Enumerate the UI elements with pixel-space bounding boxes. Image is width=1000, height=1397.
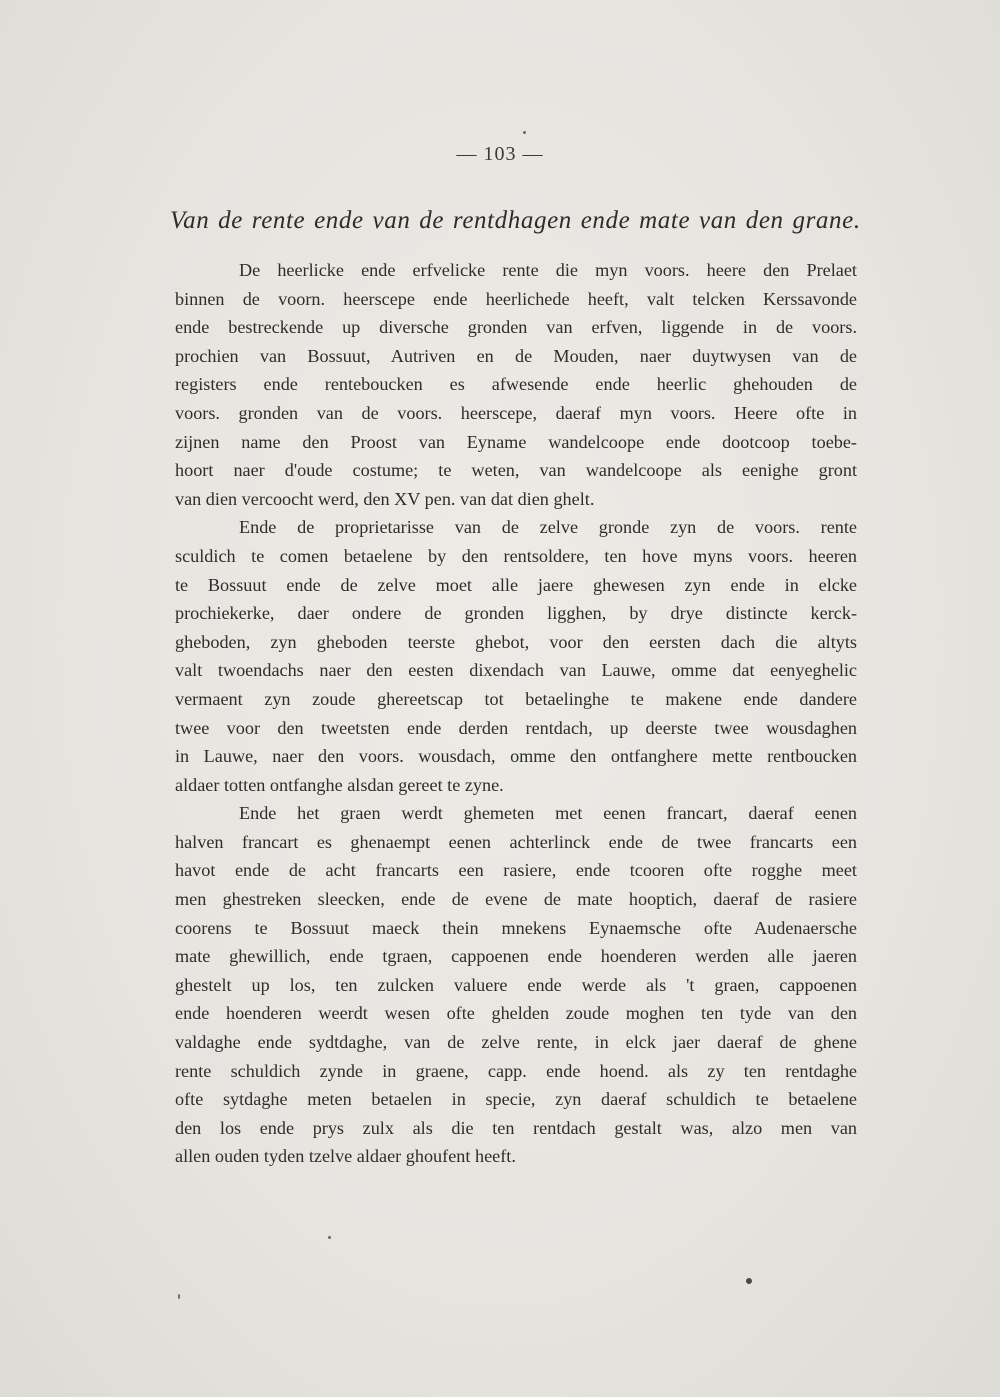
paragraph [175, 256, 857, 513]
text-line: rente schuldich zynde in graene, capp. ende hoend. als zy ten rentdaghe [175, 1060, 857, 1081]
text-line: valdaghe ende sydtdaghe, van de zelve rente, in elck jaer daeraf de ghene [175, 1032, 857, 1053]
text-line: halven francart es ghenaempt eenen achterlinck ende de twee francarts een [175, 831, 857, 852]
text-line: coorens te Bossuut maeck thein mnekens Eynaemsche ofte Audenaersche [175, 917, 857, 938]
text-line: van dien vercoocht werd, den XV pen. van dat dien ghelt. [175, 488, 595, 509]
text-line: ghestelt up los, ten zulcken valuere ende werde als 't graen, cappoenen [175, 974, 857, 995]
text-line: allen ouden tyden tzelve aldaer ghoufent heeft. [175, 1146, 516, 1167]
text-line: De heerlicke ende erfvelicke rente die myn voors. heere den Prelaet [239, 260, 857, 280]
page-speck [178, 1294, 180, 1299]
text-line: twee voor den tweetsten ende derden rentdach, up deerste twee wousdaghen [175, 717, 857, 738]
paragraph [175, 513, 857, 799]
text-line: mate ghewillich, ende tgraen, cappoenen ende hoenderen werden alle jaeren [175, 946, 857, 967]
text-line: gheboden, zyn gheboden teerste ghebot, voor den eersten dach die altyts [175, 631, 857, 652]
text-line: den los ende prys zulx als die ten rentdach gestalt was, alzo men van [175, 1117, 857, 1138]
text-line: vermaent zyn zoude ghereetscap tot betaelinghe te makene ende dandere [175, 688, 857, 709]
text-line: valt twoendachs naer den eesten dixendach van Lauwe, omme dat eenyeghelic [175, 660, 857, 681]
text-line: Ende het graen werdt ghemeten met eenen francart, daeraf eenen [239, 803, 857, 824]
text-line: ofte sytdaghe meten betaelen in specie, zyn daeraf schuldich te betaelene [175, 1089, 857, 1110]
page-speck [746, 1278, 752, 1284]
text-line: Ende de proprietarisse van de zelve gronde zyn de voors. rente [239, 517, 857, 538]
text-line: sculdich te comen betaelene by den rentsoldere, ten hove myns voors. heeren [175, 545, 857, 566]
page-number: — 103 — [456, 143, 544, 165]
text-line: binnen de voorn. heerscepe ende heerlichede heeft, valt telcken Kerssavonde [175, 288, 857, 309]
section-heading: Van de rente ende van de rentdhagen ende mate van den grane. [170, 207, 861, 234]
text-line: voors. gronden van de voors. heerscepe, daeraf myn voors. Heere ofte in [175, 402, 857, 423]
page-speck [523, 131, 526, 134]
text-line: men ghestreken sleecken, ende de evene de mate hooptich, daeraf de rasiere [175, 889, 857, 910]
text-line: ende hoenderen weerdt wesen ofte ghelden zoude moghen ten tyde van den [175, 1003, 857, 1024]
text-line: aldaer totten ontfanghe alsdan gereet te zyne. [175, 774, 504, 795]
text-line: havot ende de acht francarts een rasiere, ende tcooren ofte rogghe meet [175, 860, 857, 881]
text-line: hoort naer d'oude costume; te weten, van wandelcoope als eenighe gront [175, 460, 857, 481]
text-line: in Lauwe, naer den voors. wousdach, omme den ontfanghere mette rentboucken [175, 746, 857, 767]
text-line: prochien van Bossuut, Autriven en de Mouden, naer duytwysen van de [175, 345, 857, 366]
paragraph [175, 799, 857, 1171]
page-speck [328, 1236, 331, 1239]
body-text [175, 256, 857, 1171]
text-line: prochiekerke, daer ondere de gronden ligghen, by drye distincte kerck- [175, 603, 857, 624]
text-line: registers ende renteboucken es afwesende ende heerlic ghehouden de [175, 374, 857, 395]
text-line: zijnen name den Proost van Eyname wandelcoope ende dootcoop toebe- [175, 431, 857, 452]
text-line: te Bossuut ende de zelve moet alle jaere ghewesen zyn ende in elcke [175, 574, 857, 595]
text-line: ende bestreckende up diversche gronden van erfven, liggende in de voors. [175, 317, 857, 338]
